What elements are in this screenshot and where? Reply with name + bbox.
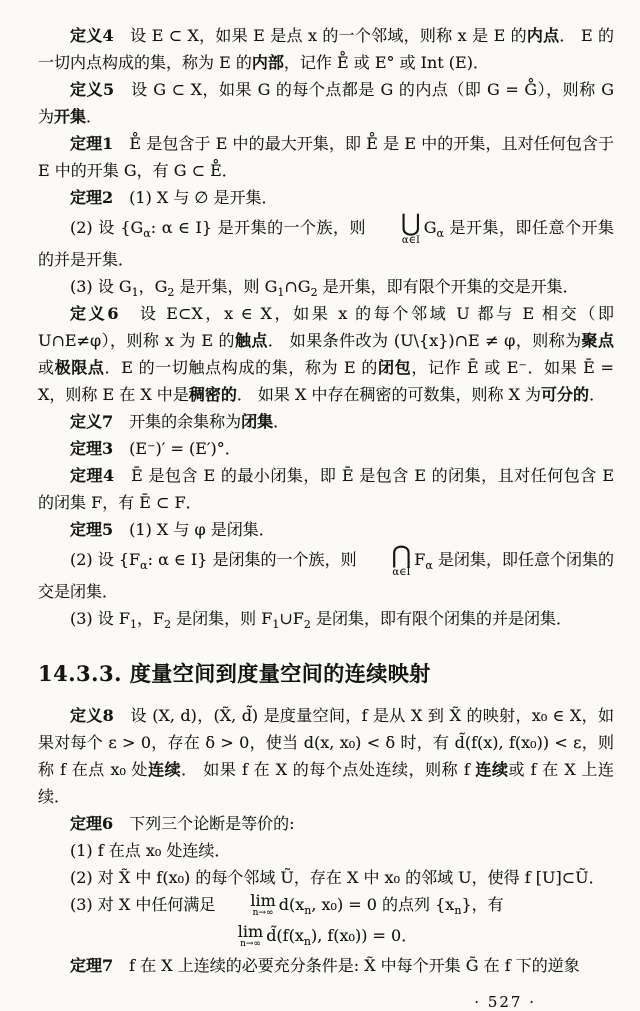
text-run: ), f(x₀)) = 0． (310, 926, 418, 945)
bold-term: 开集 (54, 107, 87, 126)
bold-term: 定义7 (70, 412, 114, 431)
text-run: f 在 X 上连续的必要充分条件是: X̃ 中每个开集 G̃ 在 f 下的逆象 (113, 956, 580, 975)
bold-term: 聚点 (581, 331, 614, 350)
bold-term: 连续 (148, 760, 182, 779)
bold-term: 定理5 (70, 520, 114, 539)
subscript: 1 (129, 618, 137, 632)
text-run: ，记作 E̊ 或 E° 或 Int (E)． (283, 53, 489, 72)
text-run: (3) 对 X 中任何满足 (70, 895, 216, 914)
operator-limits: α∈I (392, 567, 411, 578)
subscript: 1 (131, 286, 139, 300)
theorem-6 (38, 810, 614, 837)
text-run: (3) 设 G (70, 277, 132, 296)
subscript: 1 (277, 286, 285, 300)
subscript: 2 (303, 618, 311, 632)
bold-term: 可分的 (541, 385, 590, 404)
bold-term: 稠密的 (188, 385, 237, 404)
text-run: ． 如果 f 在 X 的每个点处连续，则称 f (181, 760, 476, 779)
text-run: ． E 的一切内点构成的集，称为 E 的 (38, 26, 614, 72)
subscript: α (425, 559, 433, 573)
limit-operator (218, 893, 275, 918)
big-operator (360, 543, 412, 578)
text-run: 是闭集，即任意个闭集的交是闭集． (38, 550, 615, 601)
theorem-6-part-1 (38, 837, 614, 864)
subscript: 2 (164, 618, 172, 632)
text-run: d(x (278, 895, 305, 914)
text-run: 下列三个论断是等价的: (113, 814, 295, 833)
text-run: 是开集，即有限个开集的交是开集． (317, 277, 579, 296)
text-run: 是闭集，即有限个闭集的并是闭集． (310, 609, 572, 628)
bold-term: 定义5 (70, 80, 115, 99)
text-run: ． 如果 X 中存在稠密的可数集，则称 X 为 (236, 385, 542, 404)
text-run: (2) 设 {F (70, 550, 141, 569)
bold-term: 定理2 (70, 188, 114, 207)
theorem-2-part-2 (38, 211, 614, 273)
text-run: ． (273, 412, 290, 431)
text-run: (2) 对 X̃ 中 f(x₀) 的每个邻域 Ũ，存在 X 中 x₀ 的邻域 U，使得 f [U]⊂Ũ． (70, 868, 605, 887)
text-run: ． 如果条件改为 (U\{x})∩E ≠ φ，则称为 (267, 331, 582, 350)
text-run: G (423, 218, 437, 237)
bold-term: 触点 (234, 331, 268, 350)
operator-glyph: ⋃ (401, 209, 421, 237)
text-run: (E⁻)′ = (E′)°． (113, 439, 241, 458)
text-run: : α ∈ I} 是开集的一个族，则 (150, 218, 367, 237)
theorem-7 (38, 952, 614, 979)
text-run: ，记作 Ē 或 E⁻．如果 Ē = X，则称 E 在 X 中是 (38, 358, 614, 404)
bold-term: 定理7 (70, 956, 114, 975)
subscript: n (304, 904, 312, 918)
bold-term: 定义8 (70, 706, 114, 725)
definition-6 (38, 300, 614, 408)
limit-operator (238, 924, 263, 949)
text-run: ∩G (284, 277, 311, 296)
big-operator (369, 211, 421, 246)
text-run: E̊ 是包含于 E 中的最大开集，即 E̊ 是 E 中的开集，且对任何包含于 E 中的开集 G，有 G ⊂ E̊． (38, 134, 614, 180)
theorem-2-part-3 (38, 273, 614, 300)
text-run: d̃(f(x (266, 926, 304, 945)
bold-term: 定义4 (70, 26, 114, 45)
theorem-6-part-2 (38, 864, 614, 891)
theorem-2 (38, 184, 614, 211)
theorem-1 (38, 130, 614, 184)
operator-glyph: lim (250, 891, 276, 910)
operator-limits: α∈I (401, 235, 420, 246)
text-run: , x₀) = 0 的点列 {x (311, 895, 455, 914)
definition-5 (38, 76, 614, 130)
text-run: (1) f 在点 x₀ 处连续． (70, 841, 231, 860)
definition-4 (38, 22, 614, 76)
text-run: (2) 设 {G (70, 218, 144, 237)
page-content (38, 22, 614, 979)
text-run: 设 (X, d)，(X̃, d̃) 是度量空间，f 是从 X 到 X̃ 的映射，x₀ ∈ X，如果对每个 ε > 0，存在 δ > 0，使当 d(x, x₀) < δ 时，有 d̃(f(x), f(x₀)) < ε，则称 f 在点 x₀ 处 (38, 706, 614, 779)
theorem-5-part-3 (38, 605, 614, 632)
text-run: 或 (38, 358, 55, 377)
bold-term: 定义6 (70, 304, 119, 323)
text-run: 设 E⊂X，x ∈ X，如果 x 的每个邻域 U 都与 E 相交（即 U∩E≠φ），则称 x 为 E 的 (38, 304, 614, 350)
subscript: α (436, 227, 444, 241)
bold-term: 定理4 (70, 466, 115, 485)
text-run: : α ∈ I} 是闭集的一个族，则 (147, 550, 357, 569)
text-run: 设 G ⊂ X，如果 G 的每个点都是 G 的内点（即 G = G̊），则称 G 为 (38, 80, 614, 126)
text-run: 是闭集，则 F (171, 609, 273, 628)
text-run: }，有 (461, 895, 504, 914)
subscript: n (454, 904, 462, 918)
theorem-3 (38, 435, 614, 462)
text-run: 设 E ⊂ X，如果 E 是点 x 的一个邻域，则称 x 是 E 的 (113, 26, 527, 45)
bold-term: 定理6 (70, 814, 114, 833)
operator-limits: n→∞ (252, 908, 274, 918)
subscript: 2 (310, 286, 318, 300)
text-run: 开集的余集称为 (113, 412, 242, 431)
text-run: ． (86, 107, 103, 126)
theorem-5-part-2 (38, 543, 614, 605)
subscript: α (140, 559, 148, 573)
page-number: · 527 · (474, 993, 536, 1011)
bold-term: 内部 (251, 53, 284, 72)
bold-term: 闭包 (378, 358, 412, 377)
text-run: Ē 是包含 E 的最小闭集，即 Ē 是包含 E 的闭集，且对任何包含 E 的闭集 F，有 Ē ⊂ F． (38, 466, 614, 512)
operator-glyph: lim (237, 922, 264, 941)
text-run: 14.3.3. 度量空间到度量空间的连续映射 (38, 661, 431, 686)
text-run: (1) X 与 φ 是闭集． (113, 520, 275, 539)
text-run: ． (589, 385, 606, 404)
operator-glyph: ⋂ (391, 541, 412, 569)
subscript: n (303, 935, 311, 949)
theorem-6-part-3 (38, 891, 614, 918)
text-run: F (414, 550, 426, 569)
subscript: 2 (167, 286, 175, 300)
bold-term: 连续 (475, 760, 509, 779)
text-run: (1) X 与 ∅ 是开集． (113, 188, 278, 207)
definition-7 (38, 408, 614, 435)
operator-limits: n→∞ (240, 939, 261, 949)
bold-term: 定理1 (70, 134, 114, 153)
text-run: (3) 设 F (70, 609, 130, 628)
text-run: ，G (138, 277, 168, 296)
text-run: 是开集，则 G (174, 277, 278, 296)
section-heading (38, 658, 614, 688)
bold-term: 极限点 (54, 358, 105, 377)
theorem-5 (38, 516, 614, 543)
subscript: α (143, 227, 151, 241)
text-run: 或 f 在 X 上连续． (38, 760, 614, 806)
definition-8 (38, 702, 614, 810)
text-run: ．E 的一切触点构成的集，称为 E 的 (104, 358, 379, 377)
limit-formula (38, 921, 614, 951)
theorem-4 (38, 462, 614, 516)
text-run: ，F (136, 609, 165, 628)
bold-term: 闭集 (241, 412, 274, 431)
text-run: 是开集，即任意个开集的并是开集． (38, 218, 614, 269)
bold-term: 内点 (526, 26, 560, 45)
subscript: 1 (272, 618, 280, 632)
text-run: ∪F (279, 609, 304, 628)
bold-term: 定理3 (70, 439, 114, 458)
